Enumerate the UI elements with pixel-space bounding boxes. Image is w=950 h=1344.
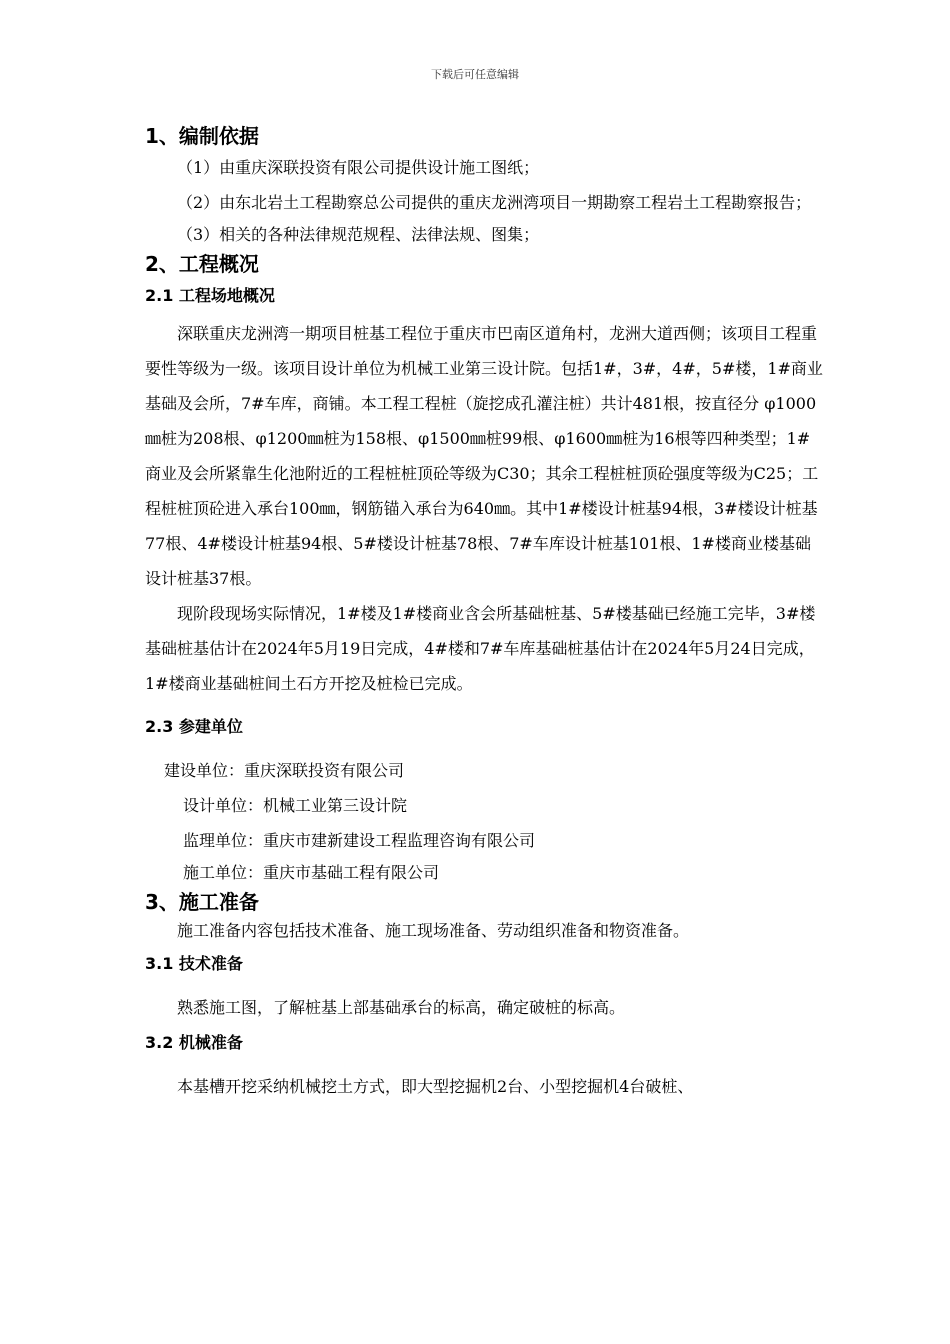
section-2-title: 2、工程概况 <box>145 252 259 276</box>
unit-supervisor: 监理单位：重庆市建新建设工程监理咨询有限公司 <box>183 831 536 850</box>
basis-item-1: （1）由重庆深联投资有限公司提供设计施工图纸； <box>177 158 540 177</box>
current-status-paragraph: 现阶段现场实际情况，1#楼及1#楼商业含会所基础桩基、5#楼基础已经施工完毕，3#楼基础桩基估计在2024年5月19日完成，4#楼和7#车库基础桩基估计在2024年5月24日完成，1#楼商业基础桩间土石方开挖及桩检已完成。 <box>145 604 816 693</box>
unit-owner: 建设单位：重庆深联投资有限公司 <box>164 761 405 780</box>
section-2-1-title: 2.1 工程场地概况 <box>145 286 275 305</box>
document-body <box>145 122 825 1104</box>
basis-item-3: （3）相关的各种法律规范规程、法律法规、图集； <box>177 225 540 244</box>
basis-item-2: （2）由东北岩土工程勘察总公司提供的重庆龙洲湾项目一期勘察工程岩土工程勘察报告； <box>177 193 812 212</box>
technical-prep-text: 熟悉施工图，了解桩基上部基础承台的标高，确定破桩的标高。 <box>177 998 626 1017</box>
section-3-2-title: 3.2 机械准备 <box>145 1033 243 1052</box>
machinery-prep-text: 本基槽开挖采纳机械挖土方式，即大型挖掘机2台、小型挖掘机4台破桩、 <box>177 1077 694 1096</box>
page-header: 下载后可任意编辑 <box>431 68 519 81</box>
section-3-title: 3、施工准备 <box>145 890 259 914</box>
site-overview-paragraph: 深联重庆龙洲湾一期项目桩基工程位于重庆市巴南区道角村，龙洲大道西侧；该项目工程重要性等级为一级。该项目设计单位为机械工业第三设计院。包括1#，3#，4#，5#楼，1#商业基础及会所，7#车库，商铺。本工程工程桩（旋挖成孔灌注桩）共计481根，按直径分 φ1000㎜桩为208根、φ1200㎜桩为158根、φ1500㎜桩99根、φ1600㎜桩为16根等四种类型；1#商业及会所紧靠生化池附近的工程桩桩顶砼等级为C30；其余工程桩桩顶砼强度等级为C25；工程桩桩顶砼进入承台100㎜，钢筋锚入承台为640㎜。其中1#楼设计桩基94根，3#楼设计桩基77根、4#楼设计桩基94根、5#楼设计桩基78根、7#车库设计桩基101根、1#楼商业楼基础设计桩基37根。 <box>145 324 823 588</box>
preparation-intro: 施工准备内容包括技术准备、施工现场准备、劳动组织准备和物资准备。 <box>177 921 690 940</box>
unit-contractor: 施工单位：重庆市基础工程有限公司 <box>183 863 440 882</box>
section-3-1-title: 3.1 技术准备 <box>145 954 243 973</box>
section-1-title: 1、编制依据 <box>145 124 259 148</box>
section-2-3-title: 2.3 参建单位 <box>145 717 243 736</box>
unit-designer: 设计单位：机械工业第三设计院 <box>183 796 408 815</box>
